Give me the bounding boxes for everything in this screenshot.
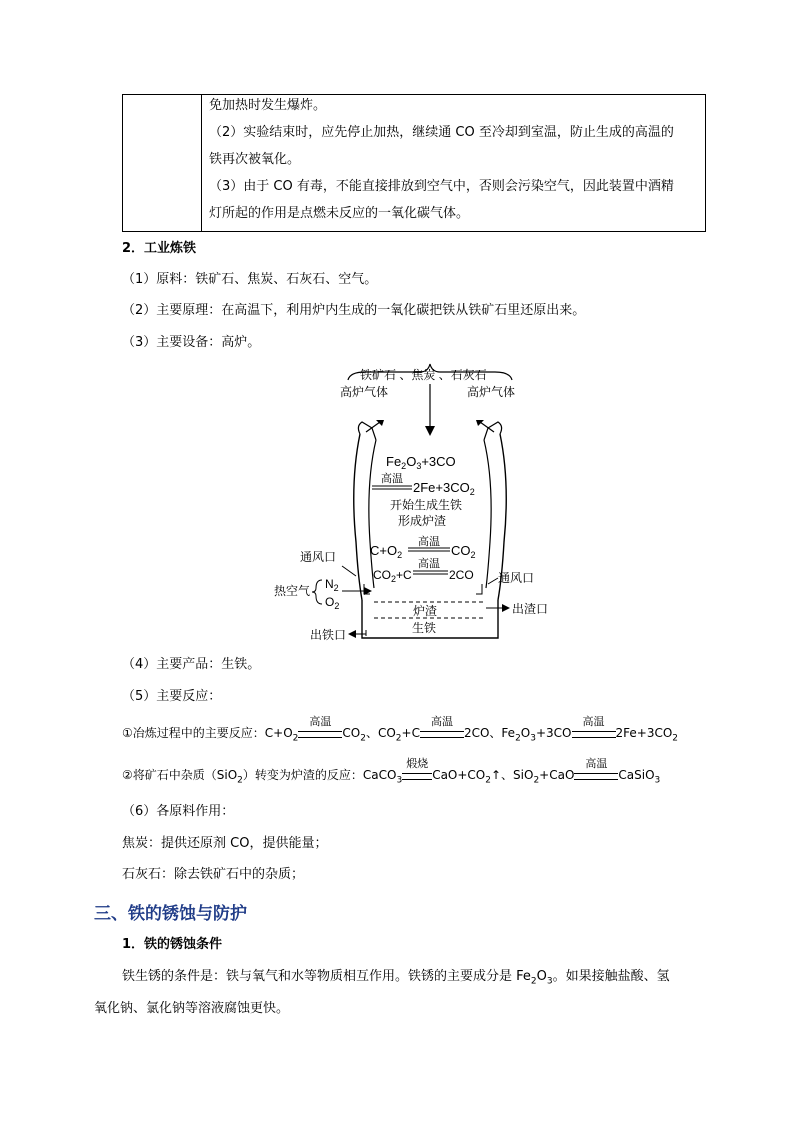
condition-arrow [572, 715, 616, 747]
pig-iron-label: 生铁 [412, 621, 437, 635]
subscript: 2 [395, 733, 402, 744]
gas-exit-left-arrow [376, 420, 384, 426]
condition-label: 高温 [309, 715, 332, 729]
reaction-line-1 [122, 715, 679, 747]
gas-exit-right-arrow [476, 420, 484, 426]
reaction-text: 、Fe [489, 726, 516, 740]
condition-label: 高温 [585, 757, 608, 771]
eq1-products: $2Fe+3CO_2$ [413, 480, 475, 497]
subscript: 2 [237, 775, 243, 786]
paragraph-text: 。如果接触盐酸、氢 [552, 969, 670, 984]
table-divider [201, 95, 202, 231]
condition-label: 高温 [582, 715, 605, 729]
reaction-text: O [520, 726, 531, 740]
subscript: 3 [546, 976, 553, 987]
reaction-text: +C [401, 726, 420, 740]
subscript: 2 [292, 733, 299, 744]
paragraph: （3）主要设备：高炉。 [122, 335, 261, 350]
paragraph: （4）主要产品：生铁。 [122, 657, 261, 672]
table-line: （2）实验结束时，应先停止加热，继续通 CO 至冷却到室温，防止生成的高温的 [209, 125, 674, 140]
subscript: 2 [485, 775, 491, 786]
paragraph-text: 铁生锈的条件是：铁与氧气和水等物质相互作用。铁锈的主要成分是 Fe [122, 969, 531, 984]
paragraph: （2）主要原理：在高温下，利用炉内生成的一氧化碳把铁从铁矿石里还原出来。 [122, 303, 586, 318]
subscript: 2 [533, 775, 540, 786]
eq3-condition: 高温 [418, 558, 440, 570]
hot-air-label: 热空气 [274, 584, 311, 598]
slag-outlet-label: 出渣口 [512, 602, 549, 616]
reaction-text: +CaO [539, 768, 575, 782]
subscript: 2 [360, 733, 366, 744]
iron-outlet-label: 出铁口 [310, 628, 347, 642]
vent-left-label: 通风口 [300, 550, 337, 564]
condition-label: 高温 [430, 715, 453, 729]
subscript: 3 [530, 733, 536, 744]
reaction-prefix: ②将矿石中杂质（SiO [122, 768, 238, 782]
table-line: 铁再次被氧化。 [209, 152, 301, 167]
table-line: 免加热时发生爆炸。 [209, 98, 327, 113]
reaction-prefix: ①冶炼过程中的主要反应： [122, 726, 265, 740]
condition-arrow [402, 757, 432, 789]
condition-label: 煅烧 [406, 757, 429, 771]
vent-right-label: 通风口 [498, 571, 535, 585]
condition-arrow [298, 715, 342, 747]
reaction-text: ）转变为炉渣的反应：CaCO [242, 768, 397, 782]
reaction-line-2 [122, 757, 661, 789]
paragraph-text: O [536, 969, 547, 984]
condition-arrow [574, 757, 618, 789]
subscript: 3 [654, 775, 661, 786]
section-heading-3: 三、铁的锈蚀与防护 [94, 904, 247, 924]
subscript: 2 [530, 976, 537, 987]
blast-furnace-diagram [270, 362, 560, 648]
paragraph: 氧化钠、氯化钠等溶液腐蚀更快。 [94, 1001, 290, 1016]
eq1-condition: 高温 [381, 473, 403, 485]
slag-outlet-arrow [502, 604, 510, 612]
raw-materials-label: 铁矿石 、焦炭 、石灰石 [360, 368, 487, 382]
reaction-text: 、CO [365, 726, 396, 740]
paragraph: （1）原料：铁矿石、焦炭、石灰石、空气。 [122, 272, 378, 287]
eq2-right: $CO_2$ [451, 543, 476, 560]
gas-left-label: 高炉气体 [340, 385, 389, 399]
eq3-right: 2CO [449, 568, 474, 582]
eq2-condition: 高温 [418, 536, 440, 548]
reaction-text: +3CO [535, 726, 572, 740]
condition-arrow [420, 715, 464, 747]
table-line: 灯所起的作用是点燃未反应的一氧化碳气体。 [209, 206, 470, 221]
experiment-notes-table [122, 94, 706, 232]
sub-heading: 1．铁的锈蚀条件 [122, 937, 223, 952]
iron-outlet-arrow [348, 630, 356, 638]
eq1-reactants: $Fe_2O_3+3CO$ [386, 454, 456, 471]
reaction-text: CaSiO [618, 768, 655, 782]
section-heading: 2．工业炼铁 [122, 241, 197, 256]
subscript: 3 [396, 775, 403, 786]
reaction-text: 2CO [463, 726, 490, 740]
reaction-text: CO [342, 726, 361, 740]
paragraph: 焦炭：提供还原剂 CO，提供能量； [122, 836, 328, 851]
reaction-text: C+O [264, 726, 293, 740]
eq3-left: $CO_2+C$ [373, 568, 412, 584]
table-line: （3）由于 CO 有毒，不能直接排放到空气中，否则会污染空气，因此装置中酒精 [209, 179, 674, 194]
o2-label: $O_2$ [325, 595, 340, 611]
paragraph: （6）各原料作用： [122, 804, 235, 819]
n2-label: $N_2$ [325, 577, 339, 593]
subscript: 2 [672, 733, 679, 744]
reaction-text: CaO+CO [432, 768, 486, 782]
note-slag-forming: 形成炉渣 [398, 514, 447, 528]
subscript: 2 [515, 733, 521, 744]
paragraph: 石灰石：除去铁矿石中的杂质； [122, 867, 305, 882]
paragraph [122, 968, 670, 991]
note-start-pig-iron: 开始生成生铁 [390, 498, 463, 512]
paragraph: （5）主要反应： [122, 689, 222, 704]
gas-right-label: 高炉气体 [467, 385, 516, 399]
reaction-text: ↑、SiO [490, 768, 534, 782]
reaction-text: 2Fe+3CO [615, 726, 673, 740]
eq2-left: $C+O_2$ [370, 543, 403, 560]
feed-arrow [425, 426, 435, 436]
slag-label: 炉渣 [413, 604, 438, 618]
